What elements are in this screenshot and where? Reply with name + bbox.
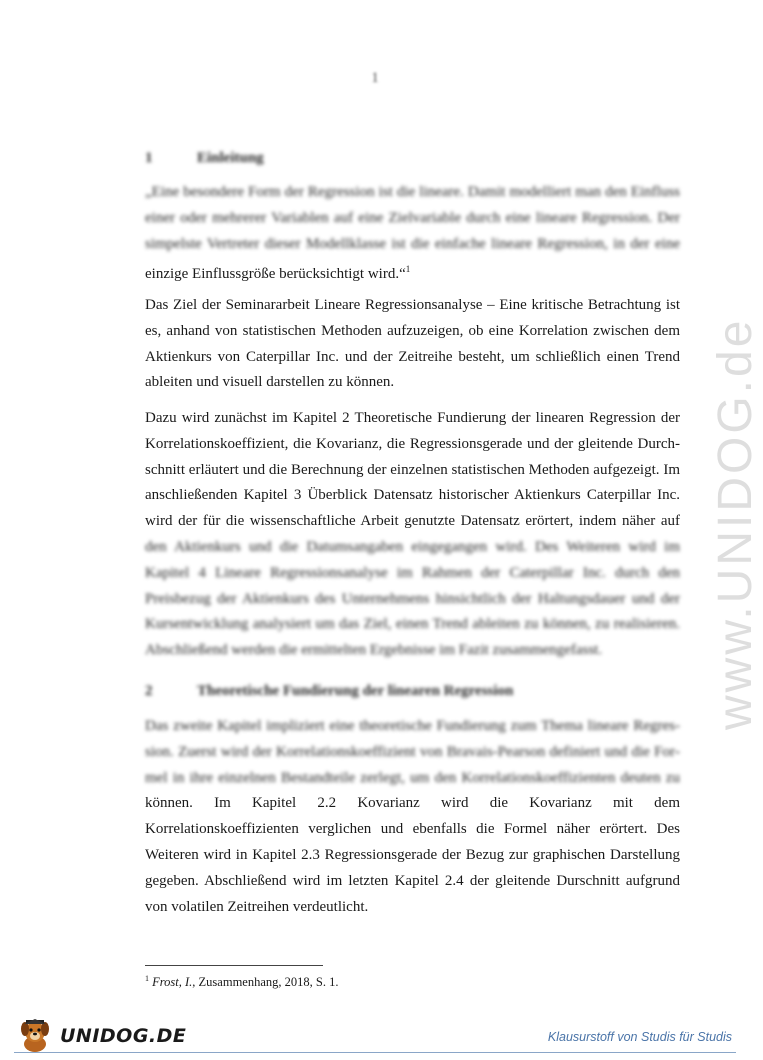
section-2-heading: [145, 683, 513, 700]
aim-paragraph: Das Ziel der Seminararbeit Lineare Regressionsanalyse – Eine kritische Betrachtung ist es, anhand von statistischen Methoden aufzuzeigen, ob eine Korrelation zwischen dem Aktienkurs von Caterpillar Inc. und der Zeitreihe besteht, um schließlich einen Trend ableiten und visuell darstellen zu können.: [145, 297, 680, 391]
structure-blurred-text: den Aktienkurs und die Datumsangaben eingegangen wird. Des Weiteren wird im Kapitel 4 Lineare Regressionsanalyse im Rahmen der Caterpillar Inc. durch den Preisbezug der Aktienkurs des Unternehmens hinsichtlich der Haltungsdauer und der Kursentwicklung analysiert um das Ziel, einen Trend ableiten zu können, zu realisieren. Abschließend werden die ermittelten Ergebnisse im Fazit zusammengefasst.: [145, 538, 680, 659]
footnote-author: Frost, I.: [152, 975, 193, 990]
footnote: [145, 974, 338, 990]
structure-visible-text: Dazu wird zunächst im Kapitel 2 Theoretische Fundierung der linearen Regression der Korrelationskoeffizient, die Kovarianz, die Regressionsgerade und der gleitende Durchschnitt erläutert und die Berechnung der einzelnen statistischen Methoden aufgezeigt. Im anschließenden Kapitel 3 Überblick Datensatz historischer Aktienkurs Caterpillar Inc. wird der für die wissenschaftliche Arbeit genutzte Datensatz erörtert, indem näher auf: [145, 410, 680, 530]
footnote-divider: [145, 965, 323, 966]
section-1-heading: [145, 150, 264, 167]
page-number: 1: [371, 70, 379, 86]
quote-visible-text: einzige Einflussgröße berücksichtigt wird.“: [145, 266, 406, 283]
section-2-blurred-text: Das zweite Kapitel impliziert eine theoretische Fundierung zum Thema lineare Regression. Zuerst wird der Korrelationskoeffizient von Bravais-Pearson definiert und die Formel in ihre einzelnen Bestandteile zerlegt, um den Korrelationskoeffizienten deuten zu: [145, 718, 680, 786]
tagline: Klausurstoff von Studis für Studis: [547, 1030, 732, 1044]
section-2-title: Theoretische Fundierung der linearen Regression: [197, 683, 514, 699]
dog-mascot-icon: [16, 1018, 54, 1054]
unidog-logo[interactable]: [16, 1018, 186, 1054]
intro-quote: [145, 180, 680, 288]
watermark-text: www.UNIDOG.de: [709, 317, 762, 730]
section-2-paragraph: [145, 714, 680, 920]
section-2-number: 2: [145, 683, 153, 699]
logo-text: UNIDOG.DE: [60, 1025, 187, 1047]
footnote-source: , Zusammenhang, 2018, S. 1.: [192, 975, 339, 990]
section-1-number: 1: [145, 150, 153, 166]
section-2-visible-text: können. Im Kapitel 2.2 Kovarianz wird die Kovarianz mit dem Korrelationskoeffizienten verglichen und ebenfalls die Formel näher erörtert. Des Weiteren wird in Kapitel 2.3 Regressionsgerade der Bezug zur graphischen Darstellung gegeben. Abschließend wird im letzten Kapitel 2.4 der gleitende Durschnitt aufgrund von volatilen Zeitreihen verdeutlicht.: [145, 795, 680, 915]
quote-footnote-ref: 1: [405, 264, 411, 275]
footer-divider: [14, 1052, 736, 1053]
quote-blurred-text: „Eine besondere Form der Regression ist die lineare. Damit modelliert man den Einfluss einer oder mehrerer Variablen auf eine Zielvariable durch eine lineare Regression. Der simpelste Vertreter dieser Modellklasse ist die einfache lineare Regression, in der eine: [145, 184, 680, 252]
section-1-title: Einleitung: [197, 150, 264, 166]
footnote-marker: 1: [145, 974, 149, 983]
structure-paragraph: [145, 406, 680, 664]
